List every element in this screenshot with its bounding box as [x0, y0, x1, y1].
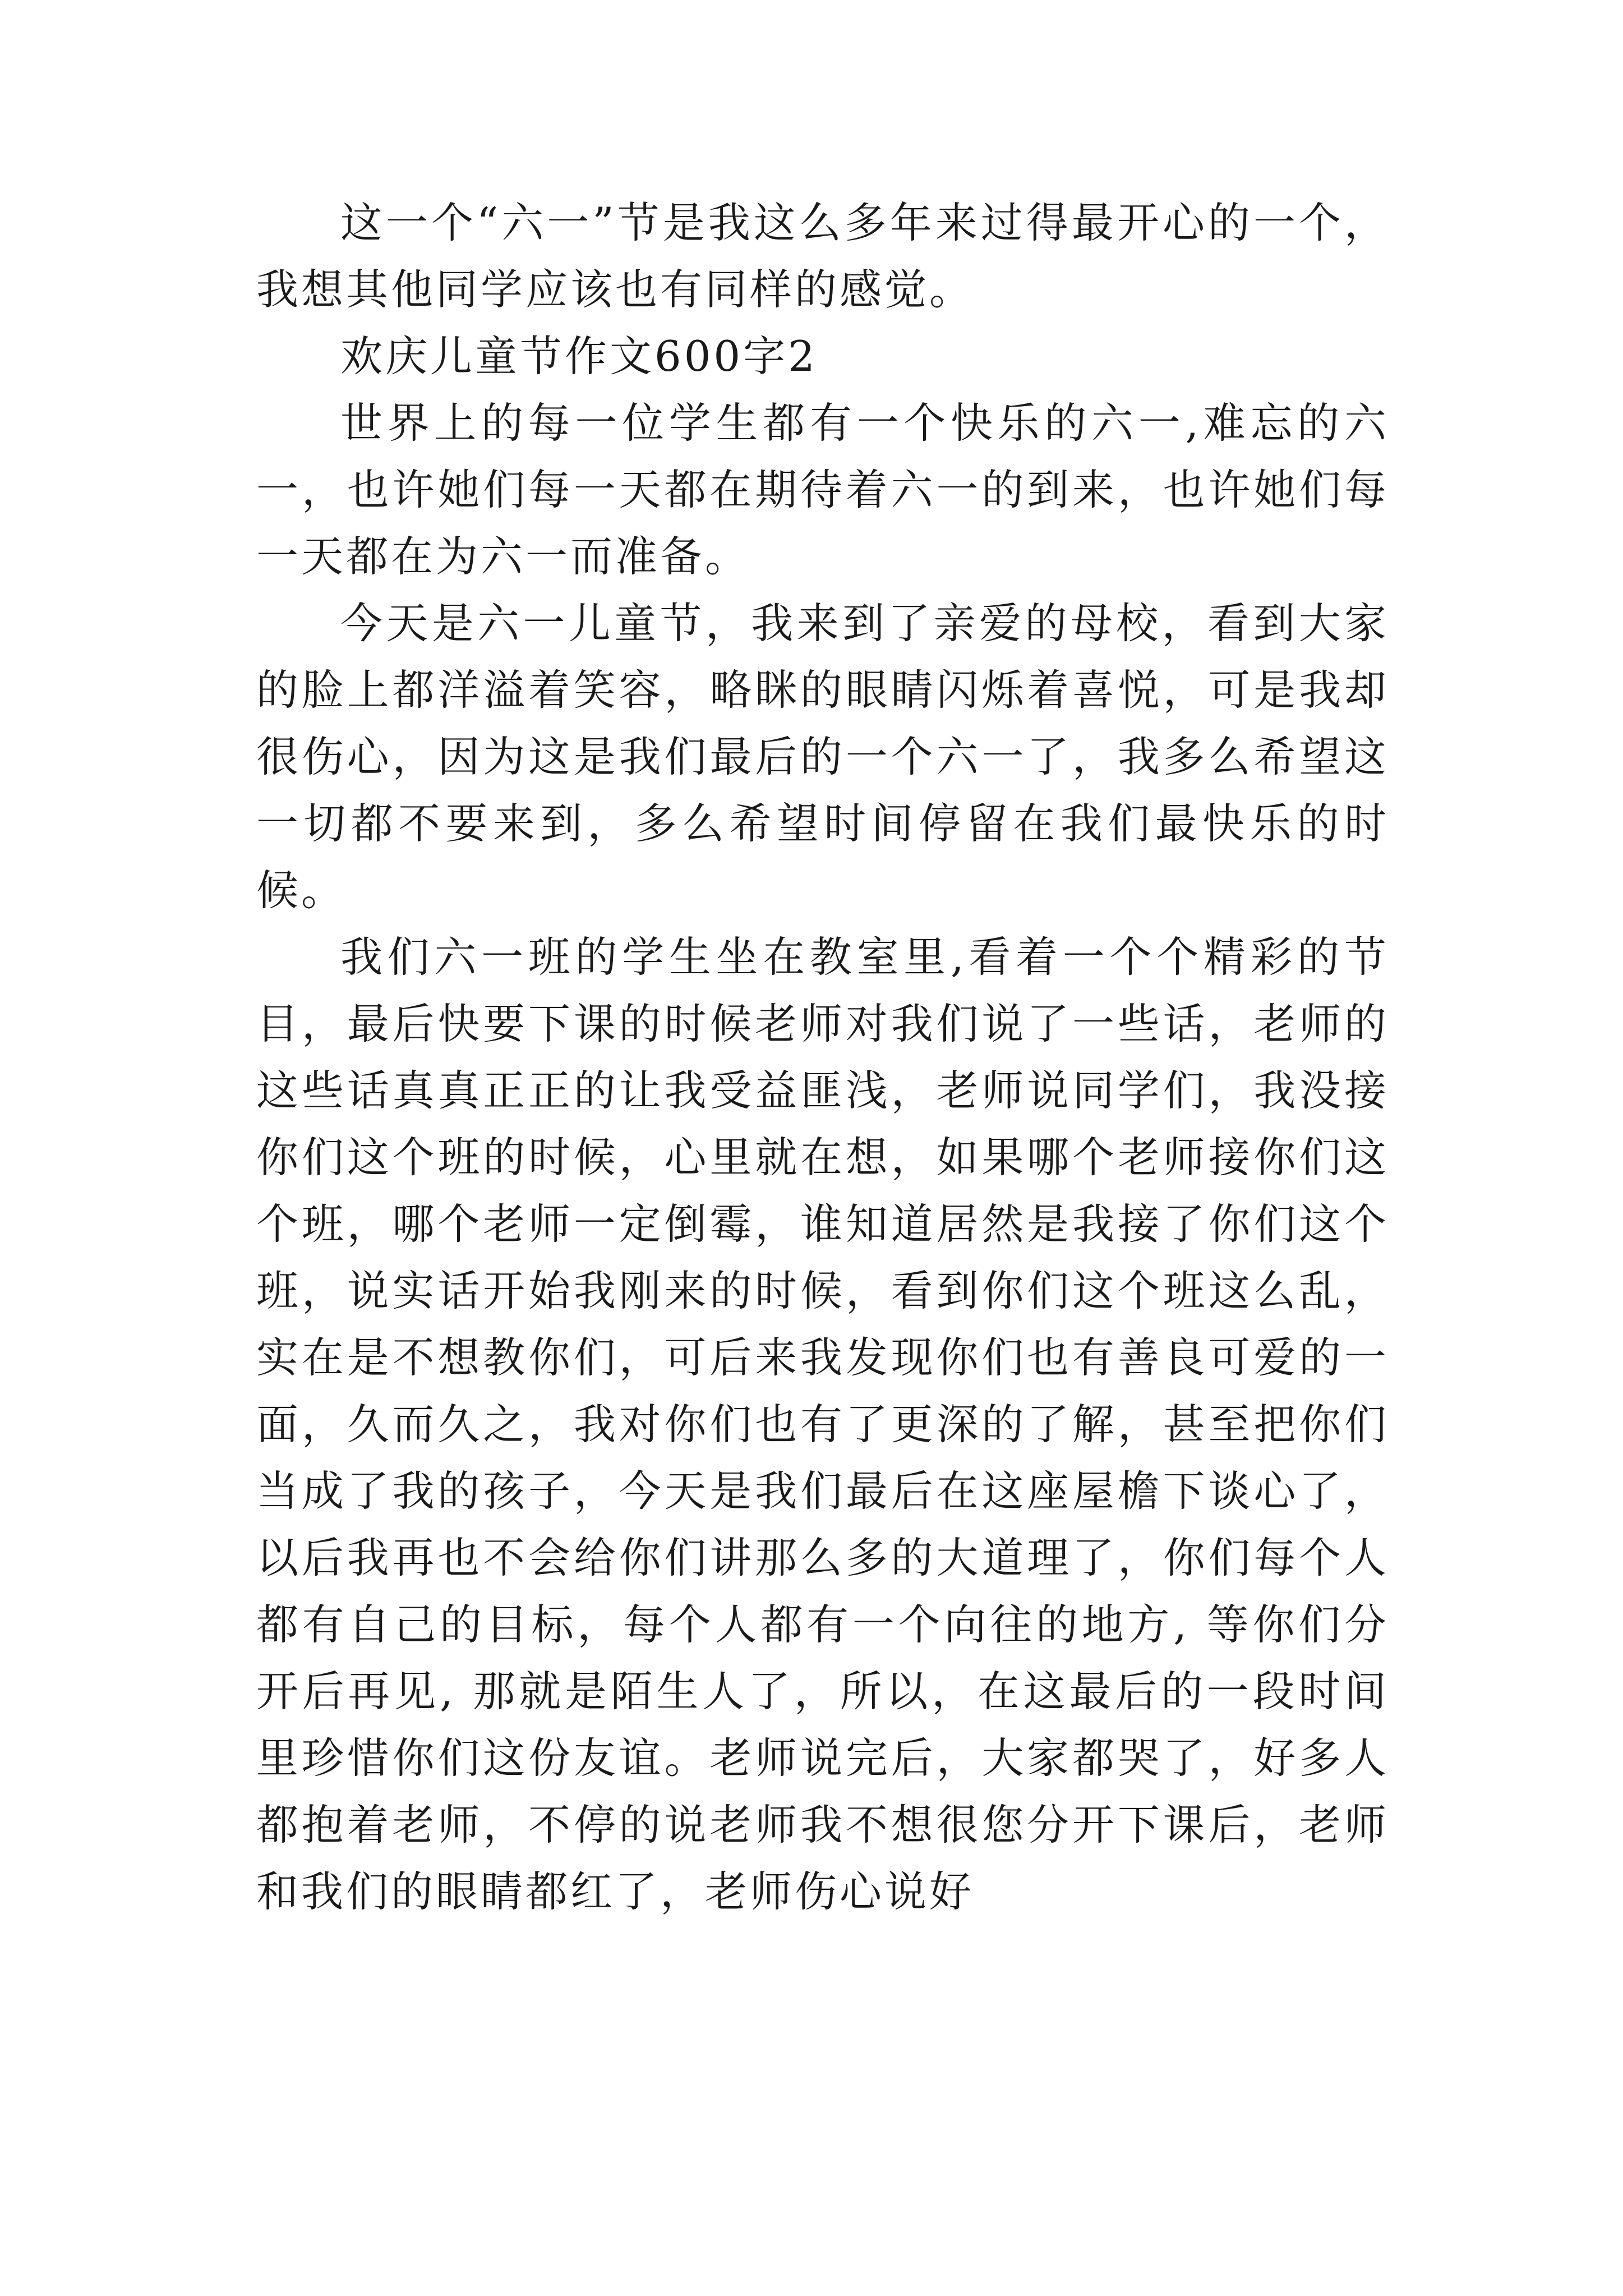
paragraph-school: 今天是六一儿童节，我来到了亲爱的母校，看到大家的脸上都洋溢着笑容，略眯的眼睛闪烁着喜悦，可是我却很伤心，因为这是我们最后的一个六一了，我多么希望这一切都不要来到，多么希望时间停留在我们最快乐的时候。 — [256, 599, 1389, 915]
paragraph-closing: 这一个“六一”节是我这么多年来过得最开心的一个，我想其他同学应该也有同样的感觉。 — [256, 198, 1389, 314]
paragraph-teacher: 我们六一班的学生坐在教室里,看着一个个精彩的节目，最后快要下课的时候老师对我们说了一些话，老师的这些话真真正正的让我受益匪浅，老师说同学们，我没接你们这个班的时候，心里就在想，如果哪个老师接你们这个班，哪个老师一定倒霉，谁知道居然是我接了你们这个班，说实话开始我刚来的时候，看到你们这个班这么乱，实在是不想教你们，可后来我发现你们也有善良可爱的一面，久而久之，我对你们也有了更深的了解，甚至把你们当成了我的孩子，今天是我们最后在这座屋檐下谈心了，以后我再也不会给你们讲那么多的大道理了，你们每个人都有自己的目标，每个人都有一个向往的地方, 等你们分开后再见, 那就是陌生人了，所以，在这最后的一段时间里珍惜你们这份友谊。老师说完后，大家都哭了，好多人都抱着老师，不停的说老师我不想很您分开下课后，老师和我们的眼睛都红了，老师伤心说好 — [256, 932, 1389, 1916]
paragraph-intro: 世界上的每一位学生都有一个快乐的六一,难忘的六一，也许她们每一天都在期待着六一的到来，也许她们每一天都在为六一而准备。 — [256, 398, 1389, 581]
document-body — [256, 190, 1389, 1925]
essay-heading: 欢庆儿童节作文600字2 — [340, 332, 818, 381]
